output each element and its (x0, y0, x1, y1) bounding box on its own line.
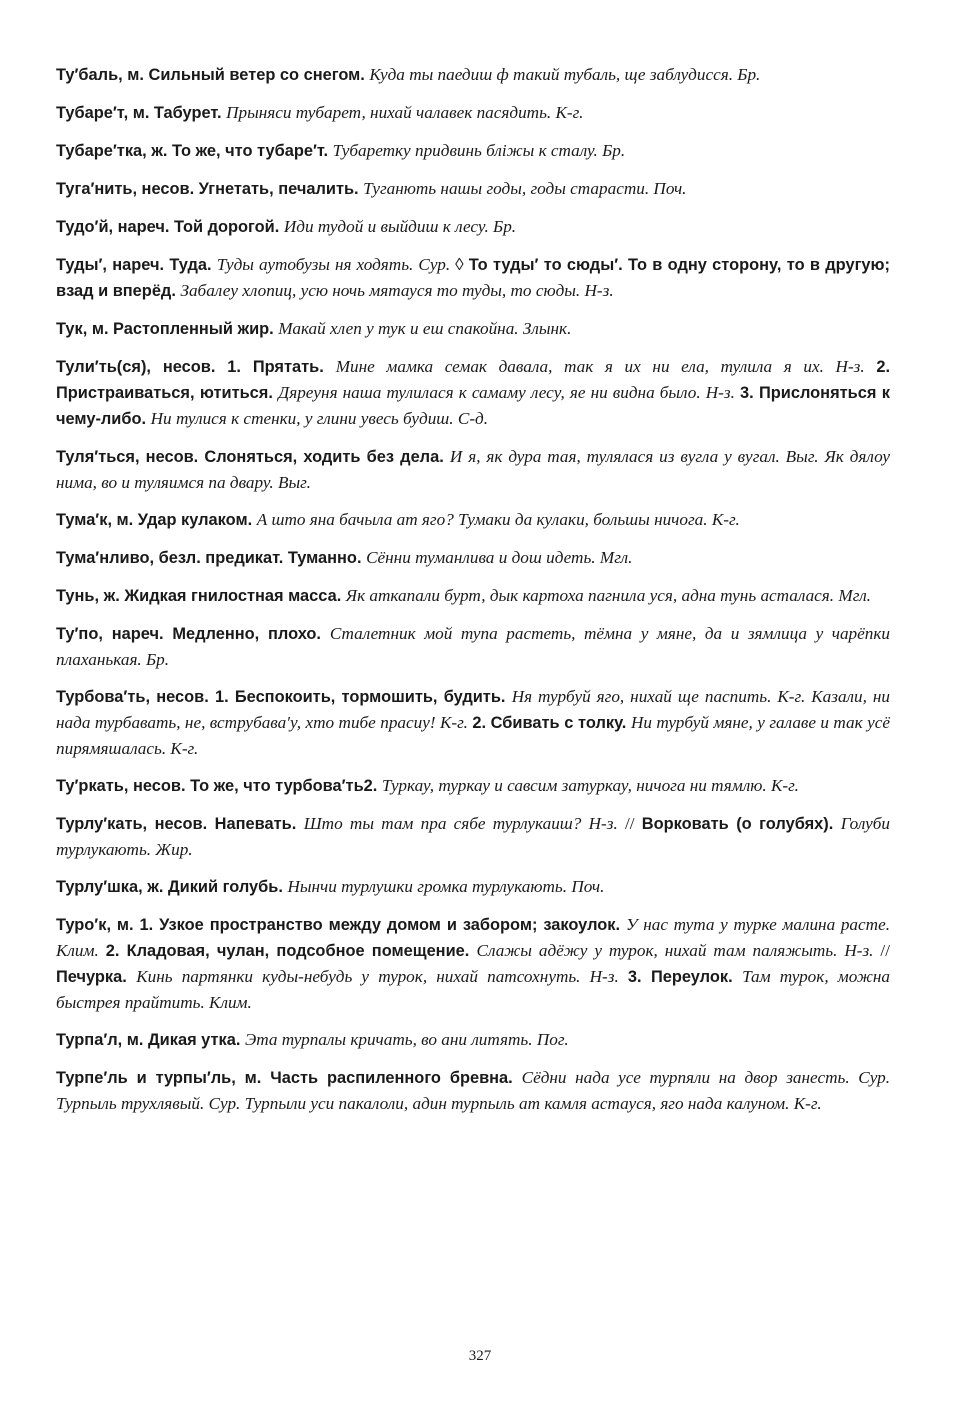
entry-example: И я, як дура тая, тулялася из вугла у вугал. Выг. Як дялоу нима, во и туляимся па двару. Выг. (56, 447, 890, 492)
dictionary-entry (56, 912, 890, 1015)
dictionary-entry (56, 621, 890, 672)
entry-headword-definition: Печурка. (56, 968, 137, 986)
entry-headword-definition: 3. Прислоняться к чему-либо. (56, 384, 890, 428)
page-number: 327 (468, 1348, 492, 1364)
entry-example: Забалеу хлопиц, усю ночь мятауся то туды, то сюды. Н-з. (180, 281, 614, 300)
entry-example: Прыняси тубарет, нихай чалавек пасядить. К-г. (226, 103, 584, 122)
entry-headword-definition: Туды′, нареч. Туда. (56, 256, 217, 274)
entry-example: Там турок, можна быстрея прайтить. Клим. (56, 967, 891, 1012)
dictionary-entry (56, 214, 890, 240)
dictionary-entry (56, 1065, 890, 1116)
dictionary-entry (56, 507, 890, 533)
entry-headword-definition: Туга′нить, несов. Угнетать, печалить. (56, 180, 364, 198)
entry-marker: // (880, 941, 890, 960)
dictionary-entry (56, 62, 890, 88)
entry-headword-definition: Тудо′й, нареч. Той дорогой. (56, 218, 284, 236)
entry-example: А што яна бачыла ат яго? Тумаки да кулаки, большы ничога. К-г. (256, 510, 740, 529)
entry-headword-definition: Ту′по, нареч. Медленно, плохо. (56, 625, 330, 643)
entry-example: Голуби турлукають. Жир. (56, 814, 890, 859)
entry-example: Як аткапали бурт, дык картоха пагнила уся, адна тунь асталася. Мгл. (345, 586, 871, 605)
entry-headword-definition: Тума′нливо, безл. предикат. Туманно. (56, 549, 367, 567)
entry-example: Тубаретку придвинь бліжы к сталу. Бр. (332, 141, 626, 160)
entry-headword-definition: Тук, м. Растопленный жир. (56, 320, 279, 338)
entry-headword-definition: Ту′баль, м. Сильный ветер со снегом. (56, 66, 370, 84)
entry-headword-definition: Ворковать (о голубях). (641, 815, 841, 833)
entry-example: Нынчи турлушки громка турлукають. Поч. (287, 877, 605, 896)
entry-headword-definition: Тубаре′т, м. Табурет. (56, 104, 227, 122)
entry-example: Сёдни нада усе турпяли на двор занесть. Сур. Турпыль трухлявый. Сур. Турпыли уси пакалоли, адин турпыль ат камля астауся, яго нада калуном. К-г. (56, 1068, 890, 1113)
entry-headword-definition: Турпа′л, м. Дикая утка. (56, 1031, 245, 1049)
entry-marker: // (624, 814, 642, 833)
entry-example: Туркау, туркау и савсим затуркау, ничога ни тямлю. К-г. (381, 776, 799, 795)
entry-example: Эта турпалы кричать, во ани литять. Пог. (244, 1030, 569, 1049)
dictionary-entry (56, 444, 890, 495)
dictionary-entry (56, 354, 890, 432)
dictionary-entries (56, 62, 890, 1128)
entry-example: Куда ты паедиш ф такий тубаль, ще заблудисся. Бр. (369, 65, 761, 84)
entry-headword-definition: 3. Переулок. (627, 968, 743, 986)
dictionary-entry (56, 874, 890, 900)
entry-headword-definition: То туды′ то сюды′. То в одну сторону, то в другую; взад и вперёд. (56, 256, 890, 300)
dictionary-entry (56, 773, 890, 799)
dictionary-entry (56, 176, 890, 202)
entry-headword-definition: Турбова′ть, несов. 1. Беспокоить, тормошить, будить. (56, 688, 512, 706)
entry-example: Дяреуня наша тулилася к самаму лесу, яе ни видна было. Н-з. (278, 383, 740, 402)
entry-example: Ни тулися к стенки, у глини увесь будиш. С-д. (150, 409, 489, 428)
entry-example: Макай хлеп у тук и еш спакойна. Злынк. (278, 319, 572, 338)
entry-headword-definition: Турпе′ль и турпы′ль, м. Часть распиленного бревна. (56, 1069, 522, 1087)
entry-headword-definition: Тума′к, м. Удар кулаком. (56, 511, 257, 529)
entry-headword-definition: 2. Сбивать с толку. (472, 714, 631, 732)
entry-example: Сённи туманлива и дош идеть. Мгл. (366, 548, 633, 567)
entry-headword-definition: Турлу′шка, ж. Дикий голубь. (56, 878, 288, 896)
entry-example: Иди тудой и выйдиш к лесу. Бр. (283, 217, 517, 236)
entry-example: Кинь партянки куды-небудь у турок, нихай патсохнуть. Н-з. (136, 967, 628, 986)
dictionary-entry (56, 545, 890, 571)
entry-marker: ◊ (455, 255, 469, 274)
entry-headword-definition: Турлу′кать, несов. Напевать. (56, 815, 304, 833)
dictionary-entry (56, 583, 890, 609)
entry-example: Сталетник мой тупа растеть, тёмна у мяне, да и зямлица у чарёпки плаханькая. Бр. (56, 624, 890, 669)
entry-example: У нас тута у турке малина расте. Клим. (56, 915, 890, 960)
dictionary-entry (56, 1027, 890, 1053)
dictionary-entry (56, 138, 890, 164)
entry-headword-definition: Тубаре′тка, ж. То же, что тубаре′т. (56, 142, 333, 160)
entry-example: Ни турбуй мяне, у галаве и так усё пирямяшалась. К-г. (56, 713, 890, 758)
entry-headword-definition: Туро′к, м. 1. Узкое пространство между домом и забором; закоулок. (56, 916, 626, 934)
entry-headword-definition: Туля′ться, несов. Слоняться, ходить без дела. (56, 448, 450, 466)
dictionary-entry (56, 100, 890, 126)
dictionary-entry (56, 684, 890, 761)
entry-example: Туганють нашы годы, годы старасти. Поч. (363, 179, 687, 198)
entry-headword-definition: 2. Кладовая, чулан, подсобное помещение. (105, 942, 477, 960)
entry-example: Ня турбуй яго, нихай ще паспить. К-г. Казали, ни нада турбавать, не, вструбава′у, хто тибе прасиу! К-г. (56, 687, 890, 732)
entry-example: Мине мамка семак давала, так я их ни ела, тулила я их. Н-з. (335, 357, 877, 376)
entry-headword-definition: Ту′ркать, несов. То же, что турбова′ть2. (56, 777, 382, 795)
entry-example: Што ты там пра сябе турлукаиш? Н-з. (303, 814, 625, 833)
dictionary-entry (56, 811, 890, 862)
entry-headword-definition: 2. Пристраиваться, ютиться. (56, 358, 890, 402)
entry-headword-definition: Тунь, ж. Жидкая гнилостная масса. (56, 587, 346, 605)
entry-example: Слажы адёжу у турок, нихай там паляжыть. Н-з. (476, 941, 881, 960)
entry-example: Туды аутобузы ня ходять. Сур. (216, 255, 456, 274)
dictionary-entry (56, 252, 890, 304)
dictionary-entry (56, 316, 890, 342)
entry-headword-definition: Тули′ть(ся), несов. 1. Прятать. (56, 358, 336, 376)
